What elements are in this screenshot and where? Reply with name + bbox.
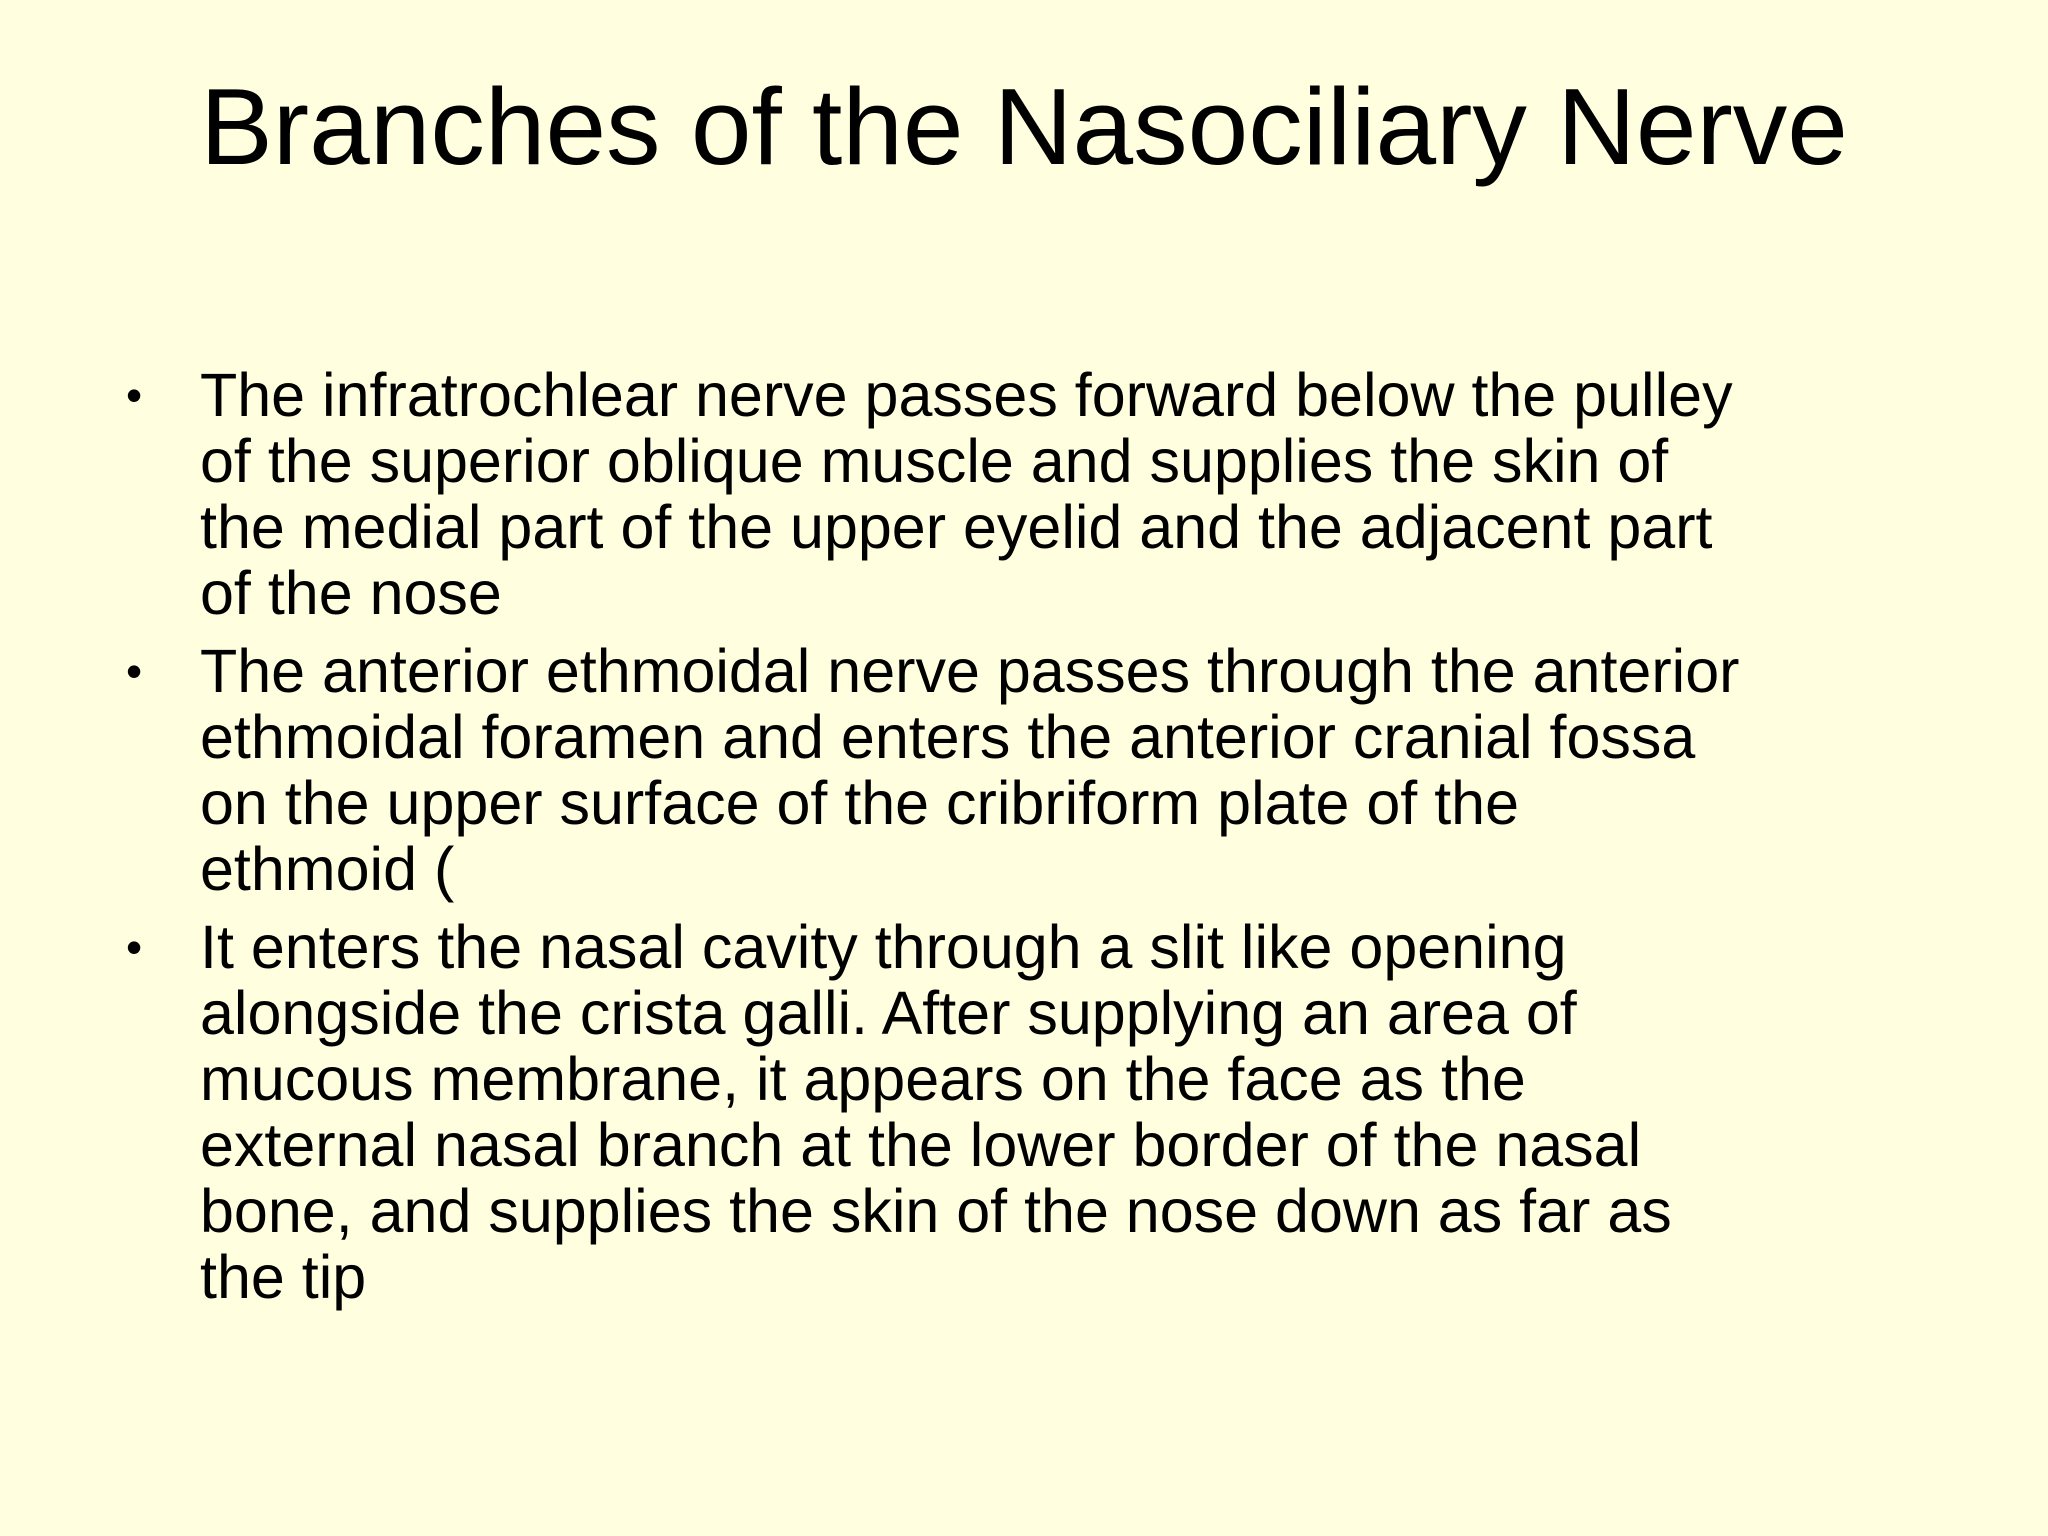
bullet-text-line: mucous membrane, it appears on the face as the [200,1045,1526,1113]
bullet-text-line: The anterior ethmoidal nerve passes through the anterior [200,637,1740,705]
slide-title: Branches of the Nasociliary Nerve [200,66,1848,188]
bullet-text-line: It enters the nasal cavity through a slit like opening [200,913,1567,981]
bullet-item [120,362,1950,626]
bullet-item [120,638,1950,902]
bullet-text-line: external nasal branch at the lower border of the nasal [200,1111,1642,1179]
bullet-list [120,362,1950,1322]
bullet-item [120,914,1950,1310]
bullet-dot-icon: • [126,921,143,973]
bullet-text-line: ethmoidal foramen and enters the anterior cranial fossa [200,703,1696,771]
bullet-text-line: ethmoid ( [200,835,455,903]
bullet-text-line: of the nose [200,559,502,627]
bullet-text-line: on the upper surface of the cribriform plate of the [200,769,1520,837]
bullet-text-line: the tip [200,1243,367,1311]
bullet-text-line: alongside the crista galli. After supplying an area of [200,979,1577,1047]
bullet-dot-icon: • [126,645,143,697]
bullet-text-line: of the superior oblique muscle and supplies the skin of [200,427,1669,495]
bullet-text-line: bone, and supplies the skin of the nose down as far as [200,1177,1672,1245]
bullet-dot-icon: • [126,369,143,421]
bullet-text-line: the medial part of the upper eyelid and the adjacent part [200,493,1713,561]
bullet-text-line: The infratrochlear nerve passes forward below the pulley [200,361,1733,429]
